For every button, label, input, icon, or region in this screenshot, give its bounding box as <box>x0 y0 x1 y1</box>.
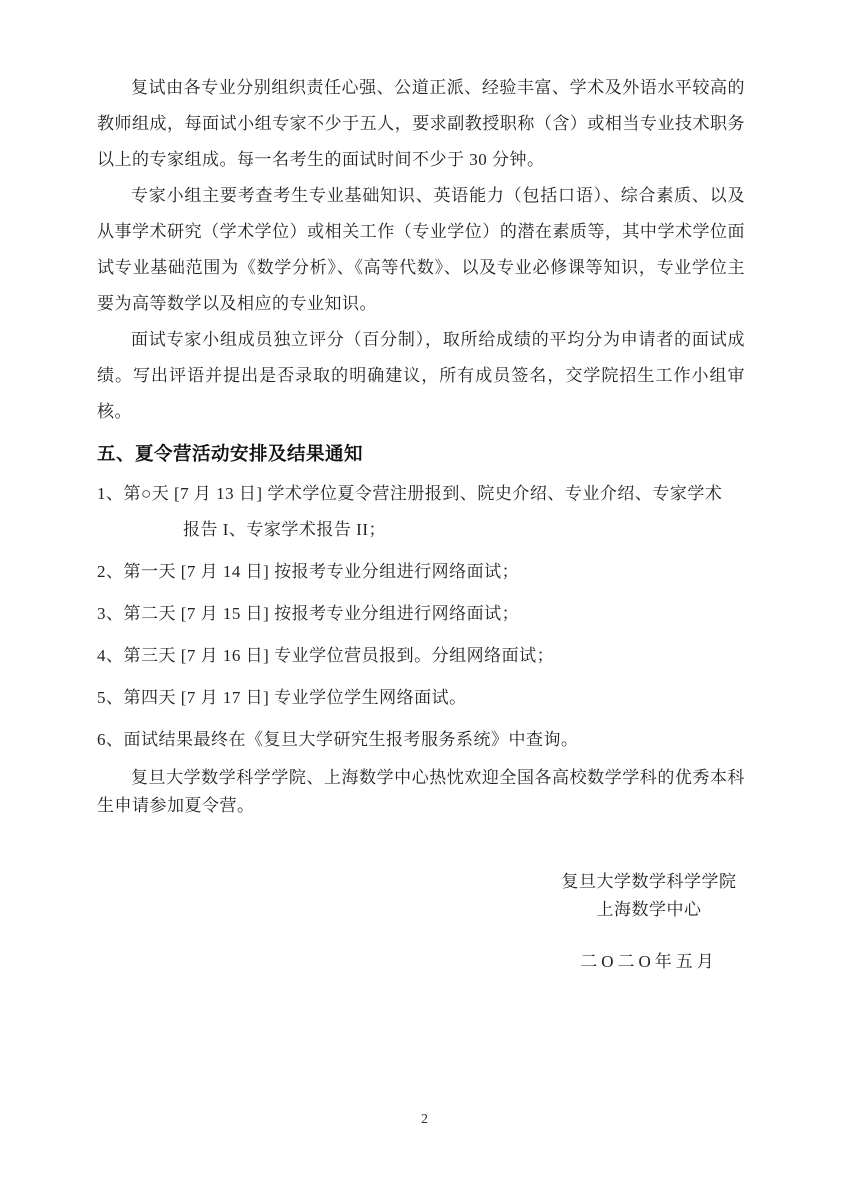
schedule-item-day3 <box>97 638 745 674</box>
signature-date: 二O二O年五月 <box>580 952 718 971</box>
document-content <box>97 70 745 976</box>
schedule-item-day2-line1: 3、第二天 [7 月 15 日] 按报考专业分组进行网络面试； <box>97 604 520 623</box>
signature-org-line2: 上海数学中心 <box>596 900 702 919</box>
schedule-item-day0-line2: 报告 I、专家学术报告 II； <box>183 520 386 539</box>
schedule-item-results-line1: 6、面试结果最终在《复旦大学研究生报考服务系统》中查询。 <box>97 730 579 749</box>
schedule-item-day2 <box>97 596 745 632</box>
schedule-item-day0-line1: 1、第○天 [7 月 13 日] 学术学位夏令营注册报到、院史介绍、专业介绍、专家学术 <box>97 484 723 503</box>
paragraph-scoring-rules: 面试专家小组成员独立评分（百分制），取所给成绩的平均分为申请者的面试成绩。写出评语并提出是否录取的明确建议，所有成员签名，交学院招生工作小组审核。 <box>97 330 745 421</box>
paragraph-closing-welcome: 复旦大学数学科学学院、上海数学中心热忱欢迎全国各高校数学学科的优秀本科生申请参加夏令营。 <box>97 768 745 815</box>
signature-block <box>557 868 741 976</box>
paragraph-interview-panel: 复试由各专业分别组织责任心强、公道正派、经验丰富、学术及外语水平较高的教师组成，每面试小组专家不少于五人，要求副教授职称（含）或相当专业技术职务以上的专家组成。每一名考生的面试时间不少于 30 分钟。 <box>97 78 745 169</box>
signature-org-line1: 复旦大学数学科学学院 <box>561 872 737 891</box>
schedule-item-day4-line1: 5、第四天 [7 月 17 日] 专业学位学生网络面试。 <box>97 688 467 707</box>
schedule-item-day0 <box>97 476 745 548</box>
page-number: 2 <box>421 1112 428 1127</box>
paragraph-assessment-scope: 专家小组主要考查考生专业基础知识、英语能力（包括口语）、综合素质、以及从事学术研究（学术学位）或相关工作（专业学位）的潜在素质等，其中学术学位面试专业基础范围为《数学分析》、《高等代数》、以及专业必修课等知识，专业学位主要为高等数学以及相应的专业知识。 <box>97 186 745 313</box>
schedule-item-day3-line1: 4、第三天 [7 月 16 日] 专业学位营员报到。分组网络面试； <box>97 646 555 665</box>
schedule-item-results <box>97 722 745 758</box>
section-heading-camp-schedule: 五、夏令营活动安排及结果通知 <box>97 443 364 464</box>
schedule-item-day1-line1: 2、第一天 [7 月 14 日] 按报考专业分组进行网络面试； <box>97 562 520 581</box>
schedule-list <box>97 476 745 758</box>
schedule-item-day4 <box>97 680 745 716</box>
schedule-item-day1 <box>97 554 745 590</box>
